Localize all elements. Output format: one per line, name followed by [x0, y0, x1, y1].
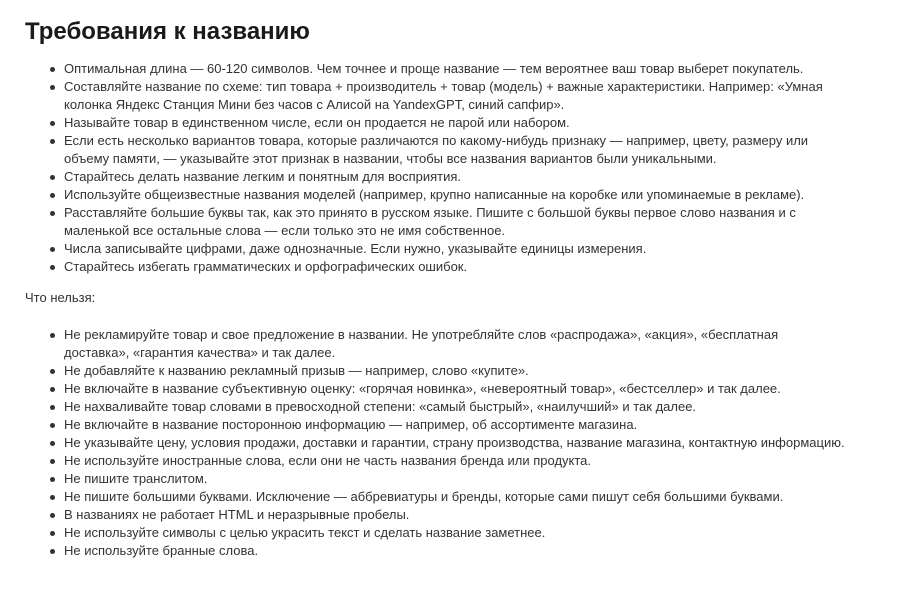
- list-item-text: Не рекламируйте товар и свое предложение в названии. Не употребляйте слов «распродажа», «акция», «бесплатная доставка», «гарантия качества» и так далее.: [64, 327, 779, 360]
- list-item: [25, 470, 845, 488]
- list-item-text: В названиях не работает HTML и неразрывные пробелы.: [64, 507, 410, 522]
- list-item-text: Не указывайте цену, условия продажи, доставки и гарантии, страну производства, название магазина, контактную информацию.: [64, 435, 845, 450]
- bullet-icon: [50, 387, 55, 392]
- list-item-text: Оптимальная длина — 60-120 символов. Чем точнее и проще название — тем вероятнее ваш товар выберет покупатель.: [64, 61, 804, 76]
- list-item-text: Старайтесь избегать грамматических и орфографических ошибок.: [64, 259, 468, 274]
- bullet-icon: [50, 85, 55, 90]
- bullet-icon: [50, 211, 55, 216]
- list-item: [25, 434, 845, 452]
- list-item-text: Не используйте символы с целью украсить текст и сделать название заметнее.: [64, 525, 546, 540]
- forbidden-list: [25, 326, 900, 560]
- list-item-text: Не используйте бранные слова.: [64, 543, 259, 558]
- bullet-icon: [50, 405, 55, 410]
- list-item-text: Называйте товар в единственном числе, если он продается не парой или набором.: [64, 115, 570, 130]
- list-item: [25, 60, 845, 78]
- page-title: Требования к названию: [25, 18, 310, 45]
- list-item-text: Не пишите транслитом.: [64, 471, 208, 486]
- list-item-text: Числа записывайте цифрами, даже однозначные. Если нужно, указывайте единицы измерения.: [64, 241, 647, 256]
- list-item: [25, 380, 845, 398]
- list-item-text: Не пишите большими буквами. Исключение — аббревиатуры и бренды, которые сами пишут себя большими буквами.: [64, 489, 784, 504]
- list-item-text: Если есть несколько вариантов товара, которые различаются по какому-нибудь признаку — например, цвету, размеру или объему памяти, — указывайте этот признак в названии, чтобы все названия вариантов были уникальными.: [64, 133, 809, 166]
- bullet-icon: [50, 333, 55, 338]
- list-item: [25, 204, 845, 240]
- bullet-icon: [50, 247, 55, 252]
- bullet-icon: [50, 193, 55, 198]
- forbidden-heading: Что нельзя:: [25, 290, 96, 305]
- list-item: [25, 524, 845, 542]
- bullet-icon: [50, 531, 55, 536]
- list-item: [25, 258, 845, 276]
- bullet-icon: [50, 175, 55, 180]
- list-item: [25, 362, 845, 380]
- list-item-text: Расставляйте большие буквы так, как это принято в русском языке. Пишите с большой буквы первое слово названия и с маленькой все остальные слова — если только это не имя собственное.: [64, 205, 796, 238]
- list-item: [25, 114, 845, 132]
- bullet-icon: [50, 477, 55, 482]
- list-item: [25, 488, 845, 506]
- list-item: [25, 78, 845, 114]
- bullet-icon: [50, 369, 55, 374]
- list-item: [25, 416, 845, 434]
- list-item: [25, 542, 845, 560]
- bullet-icon: [50, 121, 55, 126]
- bullet-icon: [50, 423, 55, 428]
- list-item-text: Старайтесь делать название легким и понятным для восприятия.: [64, 169, 462, 184]
- list-item-text: Не нахваливайте товар словами в превосходной степени: «самый быстрый», «наилучший» и так далее.: [64, 399, 697, 414]
- recommendations-list: [25, 60, 900, 276]
- list-item: [25, 452, 845, 470]
- list-item: [25, 132, 845, 168]
- bullet-icon: [50, 513, 55, 518]
- bullet-icon: [50, 441, 55, 446]
- bullet-icon: [50, 549, 55, 554]
- list-item: [25, 326, 845, 362]
- list-item: [25, 168, 845, 186]
- bullet-icon: [50, 495, 55, 500]
- list-item-text: Не включайте в название субъективную оценку: «горячая новинка», «невероятный товар», «бестселлер» и так далее.: [64, 381, 781, 396]
- list-item-text: Не добавляйте к названию рекламный призыв — например, слово «купите».: [64, 363, 529, 378]
- bullet-icon: [50, 265, 55, 270]
- list-item: [25, 186, 845, 204]
- bullet-icon: [50, 459, 55, 464]
- list-item: [25, 240, 845, 258]
- list-item: [25, 398, 845, 416]
- list-item-text: Используйте общеизвестные названия моделей (например, крупно написанные на коробке или упоминаемые в рекламе).: [64, 187, 805, 202]
- list-item-text: Не включайте в название посторонною информацию — например, об ассортименте магазина.: [64, 417, 638, 432]
- bullet-icon: [50, 67, 55, 72]
- bullet-icon: [50, 139, 55, 144]
- list-item-text: Не используйте иностранные слова, если они не часть названия бренда или продукта.: [64, 453, 592, 468]
- list-item-text: Составляйте название по схеме: тип товара + производитель + товар (модель) + важные характеристики. Например: «Умная колонка Яндекс Станция Мини без часов с Алисой на YandexGPT, синий сапфир».: [64, 79, 823, 112]
- list-item: [25, 506, 845, 524]
